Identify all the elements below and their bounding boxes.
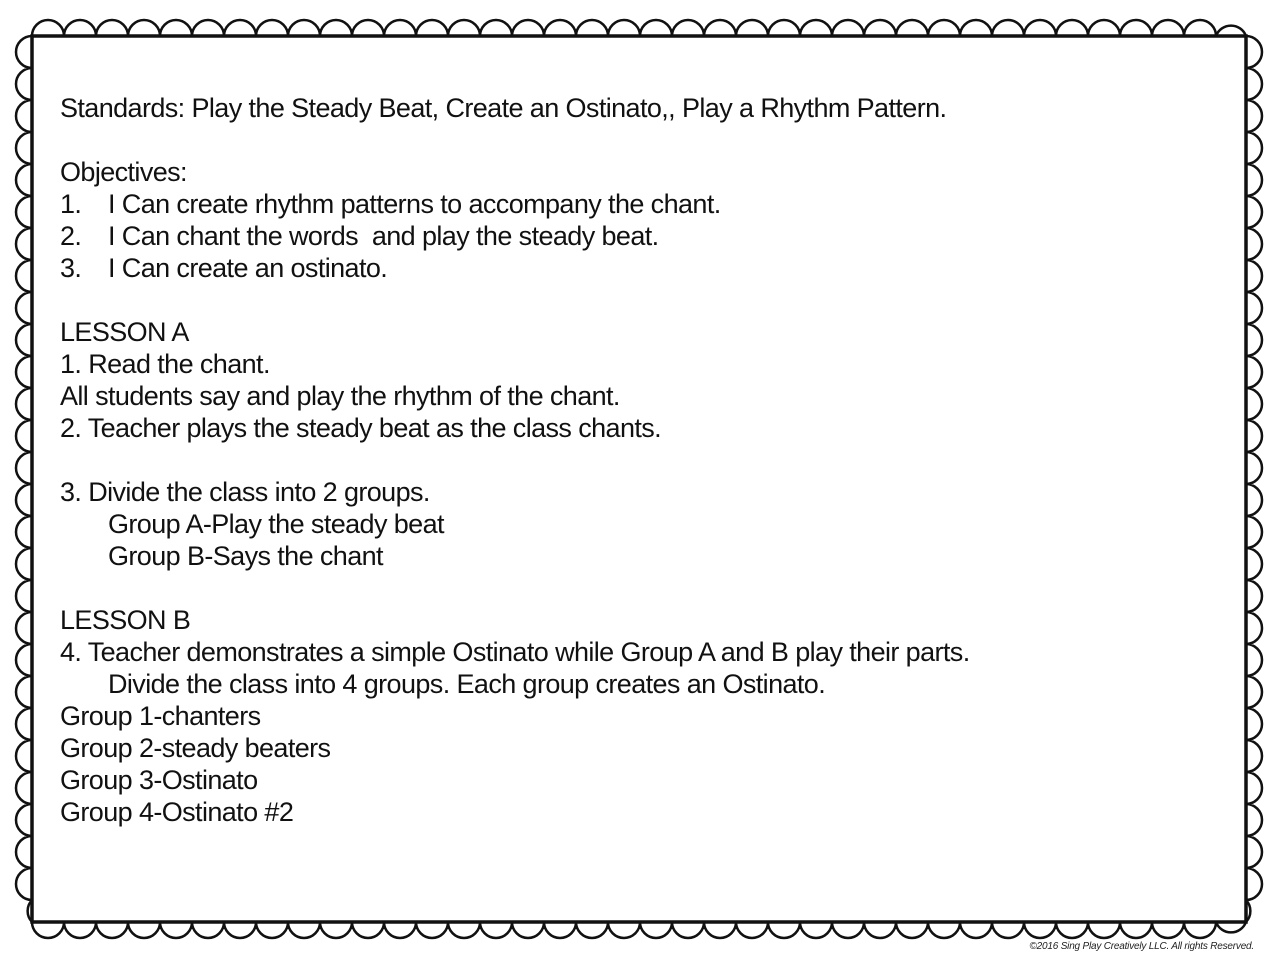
group-a-line: Group A-Play the steady beat (108, 509, 444, 539)
lesson-a-step-2: 2. Teacher plays the steady beat as the class chants. (60, 413, 662, 443)
lesson-a-step-3: 3. Divide the class into 2 groups. (60, 477, 430, 507)
group-1-line: Group 1-chanters (60, 701, 261, 731)
lesson-plan-content (60, 92, 1220, 828)
standards-line: Standards: Play the Steady Beat, Create an Ostinato,, Play a Rhythm Pattern. (60, 93, 947, 123)
lesson-a-step-1-detail: All students say and play the rhythm of the chant. (60, 381, 620, 411)
objective-item (60, 252, 1220, 284)
lesson-a-step-1: 1. Read the chant. (60, 349, 270, 379)
copyright-notice: ©2016 Sing Play Creatively LLC. All rights Reserved. (1029, 941, 1254, 952)
objectives-heading: Objectives: (60, 157, 187, 187)
objective-text: I Can chant the words and play the steady beat. (108, 221, 659, 251)
lesson-b-step-4-detail: Divide the class into 4 groups. Each group creates an Ostinato. (108, 669, 826, 699)
lesson-a-heading: LESSON A (60, 317, 189, 347)
group-2-line: Group 2-steady beaters (60, 733, 331, 763)
objective-item (60, 220, 1220, 252)
objective-number: 1. (60, 189, 82, 219)
group-4-line: Group 4-Ostinato #2 (60, 797, 294, 827)
objective-number: 2. (60, 221, 82, 251)
objective-item (60, 188, 1220, 220)
objective-text: I Can create rhythm patterns to accompany the chant. (108, 189, 721, 219)
lesson-b-heading: LESSON B (60, 605, 191, 635)
lesson-b-step-4: 4. Teacher demonstrates a simple Ostinato while Group A and B play their parts. (60, 637, 970, 667)
objective-text: I Can create an ostinato. (108, 253, 388, 283)
objective-number: 3. (60, 253, 82, 283)
group-b-line: Group B-Says the chant (108, 541, 383, 571)
group-3-line: Group 3-Ostinato (60, 765, 258, 795)
